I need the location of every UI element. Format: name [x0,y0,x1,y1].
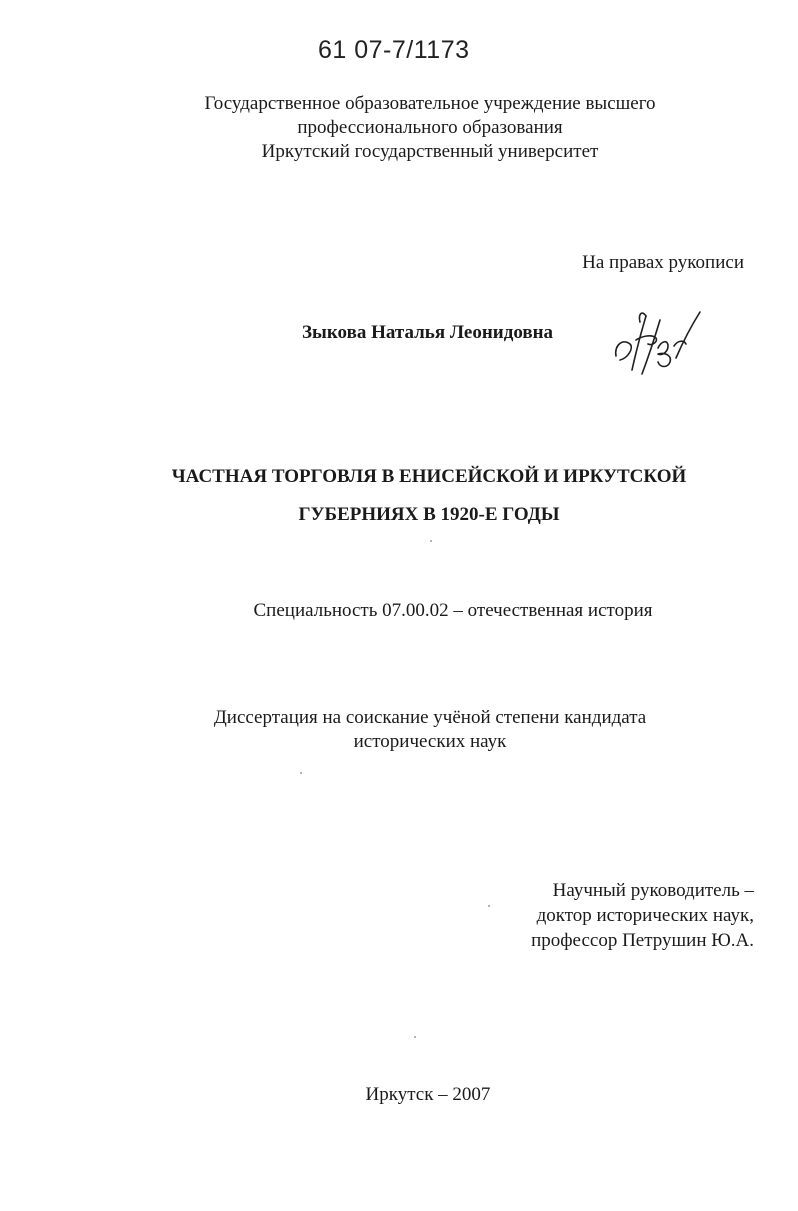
supervisor-block [531,878,754,953]
institution-line: профессионального образования [297,117,563,138]
supervisor-line: Научный руководитель – [552,880,754,901]
institution-line: Государственное образовательное учреждение высшего [204,93,656,114]
document-code: 61 07-7/1173 [318,36,470,64]
city-year: Иркутск – 2007 [365,1084,491,1105]
scan-speck [414,1036,416,1038]
title-line: ЧАСТНАЯ ТОРГОВЛЯ В ЕНИСЕЙСКОЙ И ИРКУТСКОЙ [171,466,687,487]
handwritten-signature [612,300,712,376]
degree-line: Диссертация на соискание учёной степени кандидата [213,707,647,728]
supervisor-line: доктор исторических наук, [536,905,754,926]
rights-note: На правах рукописи [582,252,744,273]
scan-speck [430,540,432,542]
specialty-line: Специальность 07.00.02 – отечественная история [253,600,653,621]
degree-line: исторических наук [353,731,507,752]
scan-speck [488,905,490,907]
title-line: ГУБЕРНИЯХ В 1920-Е ГОДЫ [298,504,560,525]
author-name: Зыкова Наталья Леонидовна [302,322,554,343]
scan-speck [300,772,302,774]
supervisor-line: профессор Петрушин Ю.А. [531,930,754,951]
degree-statement [100,706,760,754]
institution-line: Иркутский государственный университет [261,141,599,162]
institution-block [100,92,760,164]
dissertation-title [60,458,798,534]
